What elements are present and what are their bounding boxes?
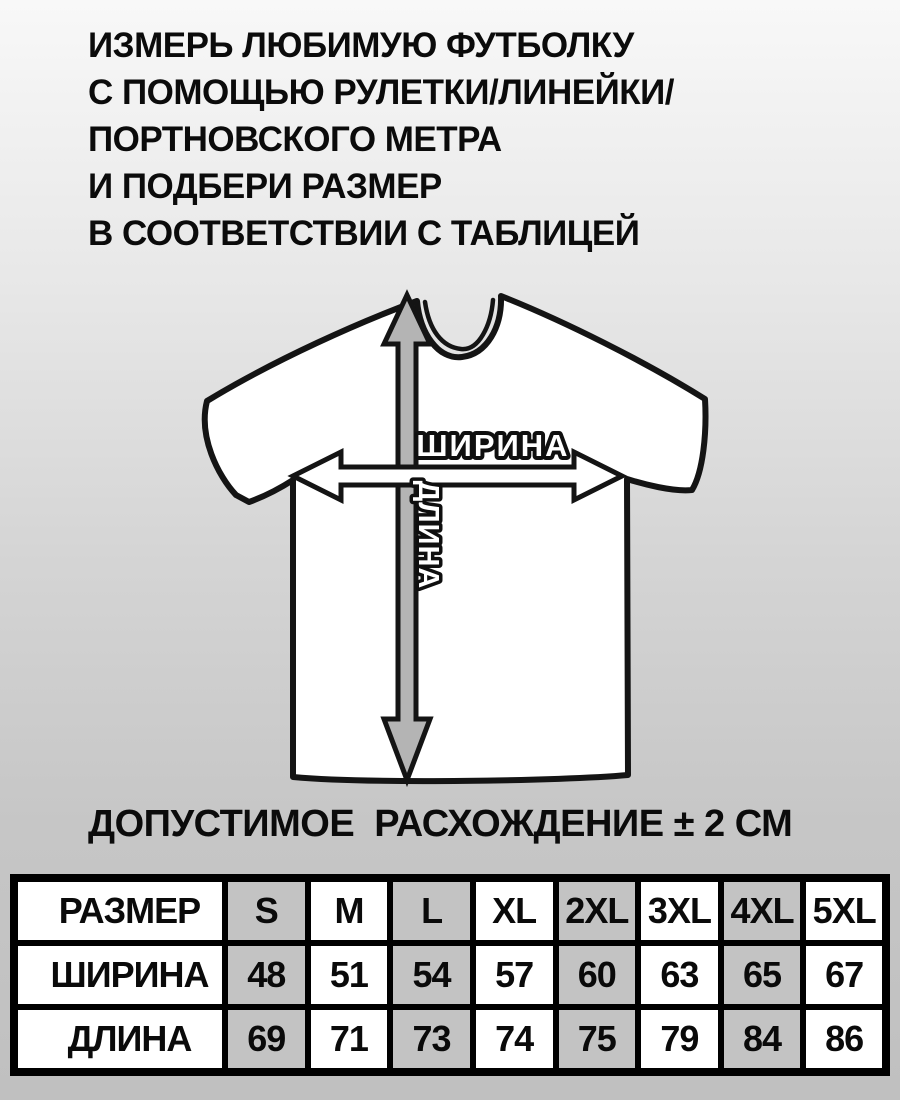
width-value-xl: 57 [473,943,556,1007]
size-col-header-xl: XL [473,878,556,943]
length-value-s: 69 [225,1007,308,1072]
width-value-m: 51 [308,943,391,1007]
tshirt-outline [205,296,706,781]
length-value-m: 71 [308,1007,391,1072]
length-value-5xl: 86 [803,1007,886,1072]
header-line: ПОРТНОВСКОГО МЕТРА [88,120,502,159]
width-value-2xl: 60 [556,943,639,1007]
width-label: ШИРИНА [416,428,570,463]
size-col-header-3xl: 3XL [638,878,721,943]
header-line: И ПОДБЕРИ РАЗМЕР [88,167,442,206]
length-value-4xl: 84 [721,1007,804,1072]
table-row-width [14,943,886,1007]
size-col-header-4xl: 4XL [721,878,804,943]
header-line: С ПОМОЩЬЮ РУЛЕТКИ/ЛИНЕЙКИ/ [88,73,674,112]
width-value-3xl: 63 [638,943,721,1007]
size-col-header-s: S [225,878,308,943]
tshirt-measure-diagram [190,283,715,798]
row-label-length: ДЛИНА [14,1007,225,1072]
width-value-4xl: 65 [721,943,804,1007]
size-col-header-2xl: 2XL [556,878,639,943]
table-row-length [14,1007,886,1072]
row-label-width: ШИРИНА [14,943,225,1007]
size-col-header-l: L [390,878,473,943]
size-table [10,874,890,1076]
size-table-corner-header: РАЗМЕР [14,878,225,943]
length-label: ДЛИНА [412,480,444,590]
tolerance-note: ДОПУСТИМОЕ РАСХОЖДЕНИЕ ± 2 СМ [88,803,793,845]
width-value-5xl: 67 [803,943,886,1007]
header-instructions [88,22,674,257]
collar-inner-line [425,300,493,349]
table-row-sizes [14,878,886,943]
length-value-2xl: 75 [556,1007,639,1072]
width-value-s: 48 [225,943,308,1007]
header-line: В СООТВЕТСТВИИ С ТАБЛИЦЕЙ [88,214,640,253]
header-line: ИЗМЕРЬ ЛЮБИМУЮ ФУТБОЛКУ [88,26,634,65]
size-col-header-5xl: 5XL [803,878,886,943]
width-value-l: 54 [390,943,473,1007]
size-col-header-m: M [308,878,391,943]
length-value-l: 73 [390,1007,473,1072]
length-value-3xl: 79 [638,1007,721,1072]
length-value-xl: 74 [473,1007,556,1072]
